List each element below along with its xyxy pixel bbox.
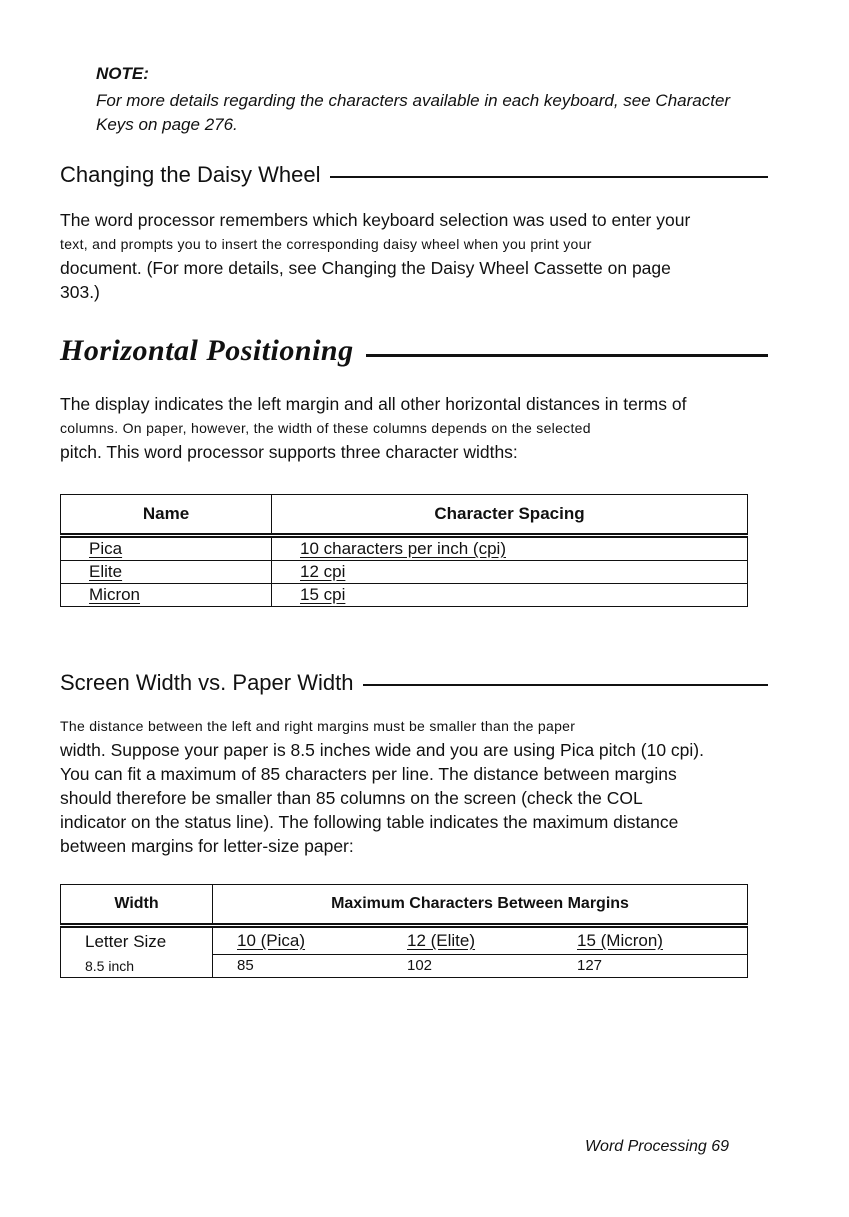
heading-screen-width-text: Screen Width vs. Paper Width: [60, 670, 354, 695]
character-widths-table: [60, 494, 748, 607]
paragraph-line: The distance between the left and right margins must be smaller than the paper: [60, 718, 576, 734]
table-header-cell: Maximum Characters Between Margins: [213, 885, 748, 926]
table-row: [61, 584, 748, 607]
table-header-row: [61, 495, 748, 536]
table-cell: 10 characters per inch (cpi): [272, 536, 748, 561]
table-cell-value: 15 (Micron): [577, 931, 663, 950]
table-cell: 8.5 inch: [61, 955, 213, 978]
table-cell: Letter Size: [61, 926, 213, 955]
table-header-row: [61, 885, 748, 926]
paragraph-line: columns. On paper, however, the width of these columns depends on the selected: [60, 420, 591, 436]
table-cell: Elite: [61, 561, 272, 584]
note-body: For more details regarding the characters available in each keyboard, see Character Keys on page 276.: [96, 91, 731, 134]
paragraph-line: text, and prompts you to insert the corresponding daisy wheel when you print your: [60, 236, 592, 252]
paragraph-line: pitch. This word processor supports three character widths:: [60, 442, 518, 462]
paragraph-horizontal: [60, 392, 686, 464]
table-cell-value: 12 (Elite): [407, 931, 476, 950]
paragraph-line: The word processor remembers which keyboard selection was used to enter your: [60, 210, 691, 230]
paragraph-line: width. Suppose your paper is 8.5 inches wide and you are using Pica pitch (10 cpi).: [60, 740, 704, 760]
heading-horizontal-positioning: [60, 334, 768, 368]
note-label: NOTE:: [96, 64, 149, 83]
table-cell: Micron: [61, 584, 272, 607]
paragraph-daisy-wheel: [60, 208, 690, 304]
table-cell: [213, 926, 748, 955]
heading-horizontal-positioning-text: Horizontal Positioning: [60, 334, 354, 367]
paragraph-line: The display indicates the left margin and all other horizontal distances in terms of: [60, 394, 687, 414]
table-cell: Pica: [61, 536, 272, 561]
paragraph-line: indicator on the status line). The following table indicates the maximum distance: [60, 812, 679, 832]
margin-limits-table: [60, 884, 748, 978]
table-cell: [213, 955, 748, 978]
paragraph-line: You can fit a maximum of 85 characters per line. The distance between margins: [60, 764, 677, 784]
table-header-cell: Name: [61, 495, 272, 536]
paragraph-line: should therefore be smaller than 85 columns on the screen (check the COL: [60, 788, 643, 808]
heading-rule: [366, 354, 768, 357]
heading-rule: [363, 684, 768, 686]
table-cell-value: 85: [237, 957, 254, 974]
table-cell: 15 cpi: [272, 584, 748, 607]
paragraph-line: document. (For more details, see Changing the Daisy Wheel Cassette on page: [60, 258, 671, 278]
table-header-cell: Width: [61, 885, 213, 926]
paragraph-screen-width: [60, 714, 704, 858]
table-row: [61, 955, 748, 978]
paragraph-line: between margins for letter-size paper:: [60, 836, 354, 856]
heading-daisy-wheel-text: Changing the Daisy Wheel: [60, 162, 321, 187]
page-footer: Word Processing 69: [584, 1138, 729, 1155]
table-cell-value: 127: [577, 957, 603, 974]
table-row: [61, 561, 748, 584]
table-row: [61, 926, 748, 955]
heading-rule: [330, 176, 768, 178]
table-cell-value: 102: [407, 957, 433, 974]
table-row: [61, 536, 748, 561]
heading-daisy-wheel: [60, 162, 768, 188]
paragraph-line: 303.): [60, 282, 100, 302]
table-header-cell: Character Spacing: [272, 495, 748, 536]
table-cell-value: 10 (Pica): [237, 931, 306, 950]
heading-screen-width: [60, 670, 768, 696]
table-cell: 12 cpi: [272, 561, 748, 584]
